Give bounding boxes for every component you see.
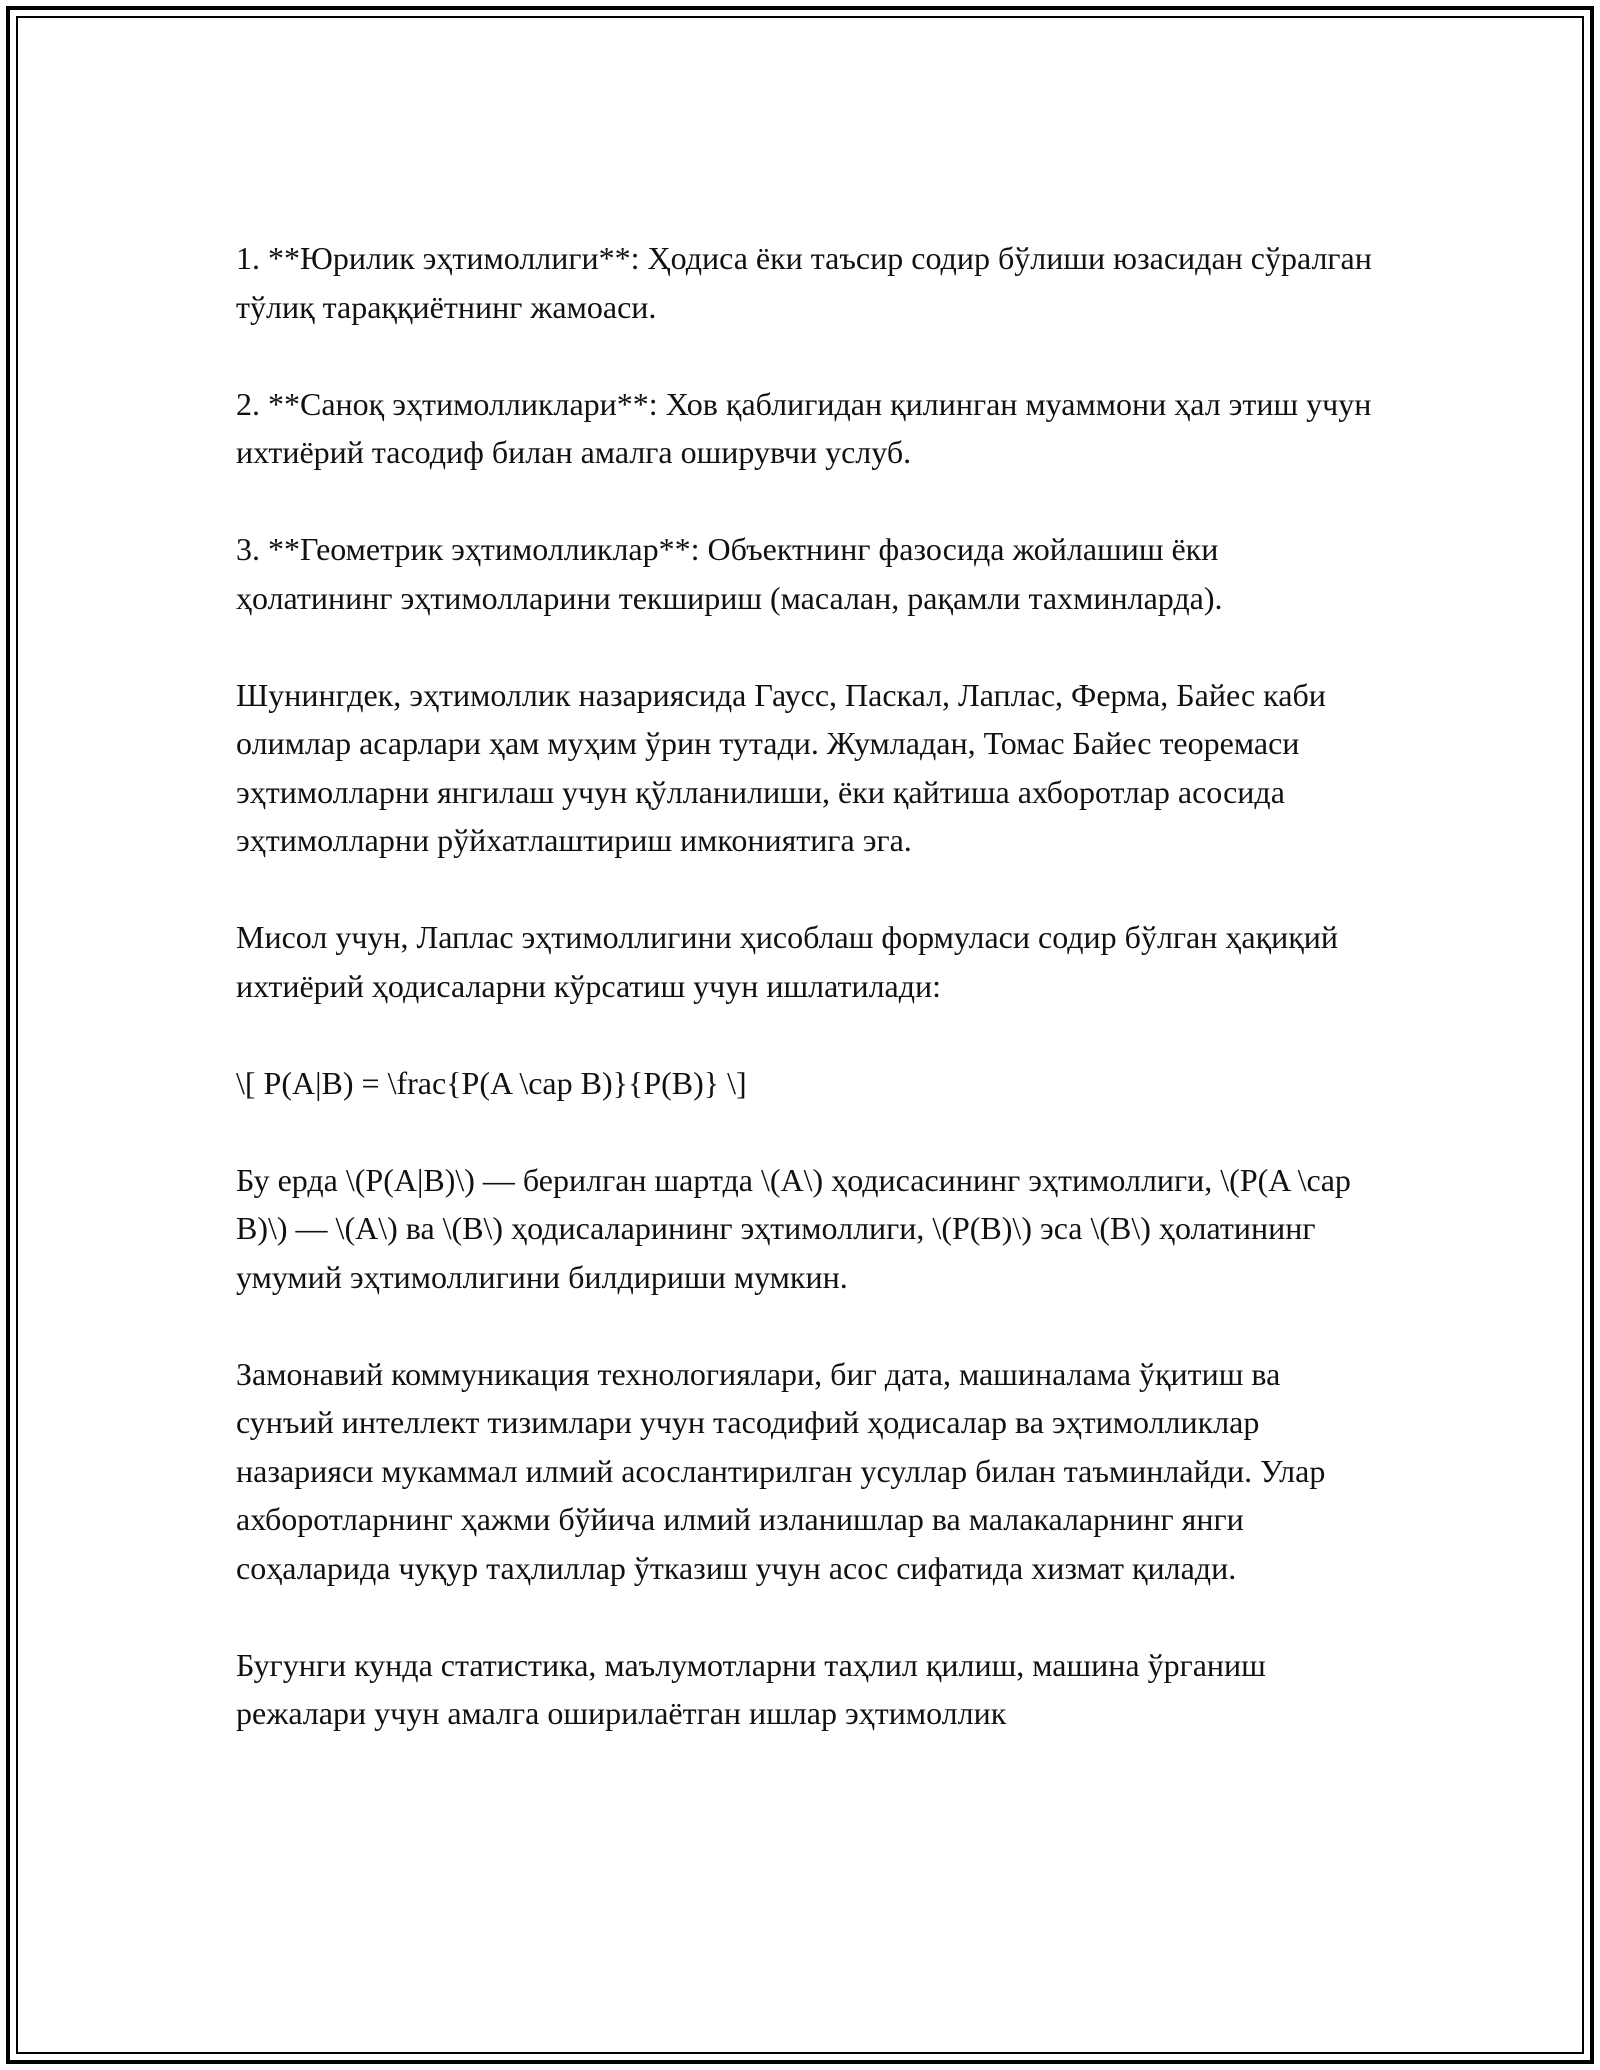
paragraph-formula-explanation: Бу ерда \(P(A|B)\) — берилган шартда \(A\) ҳодисасининг эҳтимоллиги, \(P(A \cap B)\) — \(A\) ва \(B\) ҳодисаларининг эҳтимоллиги, \(P(B)\) эса \(B\) ҳолатининг умумий эҳтимоллигини билдириши мумкин. [236, 1161, 1351, 1295]
paragraph-today: Бугунги кунда статистика, маълумотларни таҳлил қилиш, машина ўрганиш режалари учун амалга оширилаётган ишлар эҳтимоллик [236, 1646, 1266, 1731]
paragraph-geometric-probabilities: 3. **Геометрик эҳтимолликлар**: Объектнинг фазосида жойлашиш ёки ҳолатининг эҳтимолларини текшириш (масалан, рақамли тахминларда). [236, 531, 1223, 616]
document-body [236, 234, 1376, 1738]
paragraph-legal-probability: 1. **Юрилик эҳтимоллиги**: Ҳодиса ёки таъсир содир бўлиши юзасидан сўралган тўлиқ тараққиётнинг жамоаси. [236, 240, 1372, 325]
paragraph-scientists: Шунингдек, эҳтимоллик назариясида Гаусс, Паскал, Лаплас, Ферма, Байес каби олимлар асарлари ҳам муҳим ўрин тутади. Жумладан, Томас Байес теоремаси эҳтимолларни янгилаш учун қўлланилиши, ёки қайтиша ахборотлар асосида эҳтимолларни рўйхатлаштириш имкониятига эга. [236, 676, 1326, 858]
paragraph-laplace-example: Мисол учун, Лаплас эҳтимоллигини ҳисоблаш формуласи содир бўлган ҳақиқий ихтиёрий ҳодисаларни кўрсатиш учун ишлатилади: [236, 919, 1339, 1004]
formula-conditional-probability: \[ P(A|B) = \frac{P(A \cap B)}{P(B)} \] [236, 1064, 747, 1101]
paragraph-counting-probabilities: 2. **Саноқ эҳтимолликлари**: Хов қаблигидан қилинган муаммони ҳал этиш учун ихтиёрий тасодиф билан амалга оширувчи услуб. [236, 385, 1372, 470]
paragraph-modern-technologies: Замонавий коммуникация технологиялари, биг дата, машиналама ўқитиш ва сунъий интеллект тизимлари учун тасодифий ҳодисалар ва эҳтимолликлар назарияси мукаммал илмий асослантирилган усуллар билан таъминлайди. Улар ахборотларнинг ҳажми бўйича илмий изланишлар ва малакаларнинг янги соҳаларида чуқур таҳлиллар ўтказиш учун асос сифатида хизмат қилади. [236, 1355, 1326, 1586]
